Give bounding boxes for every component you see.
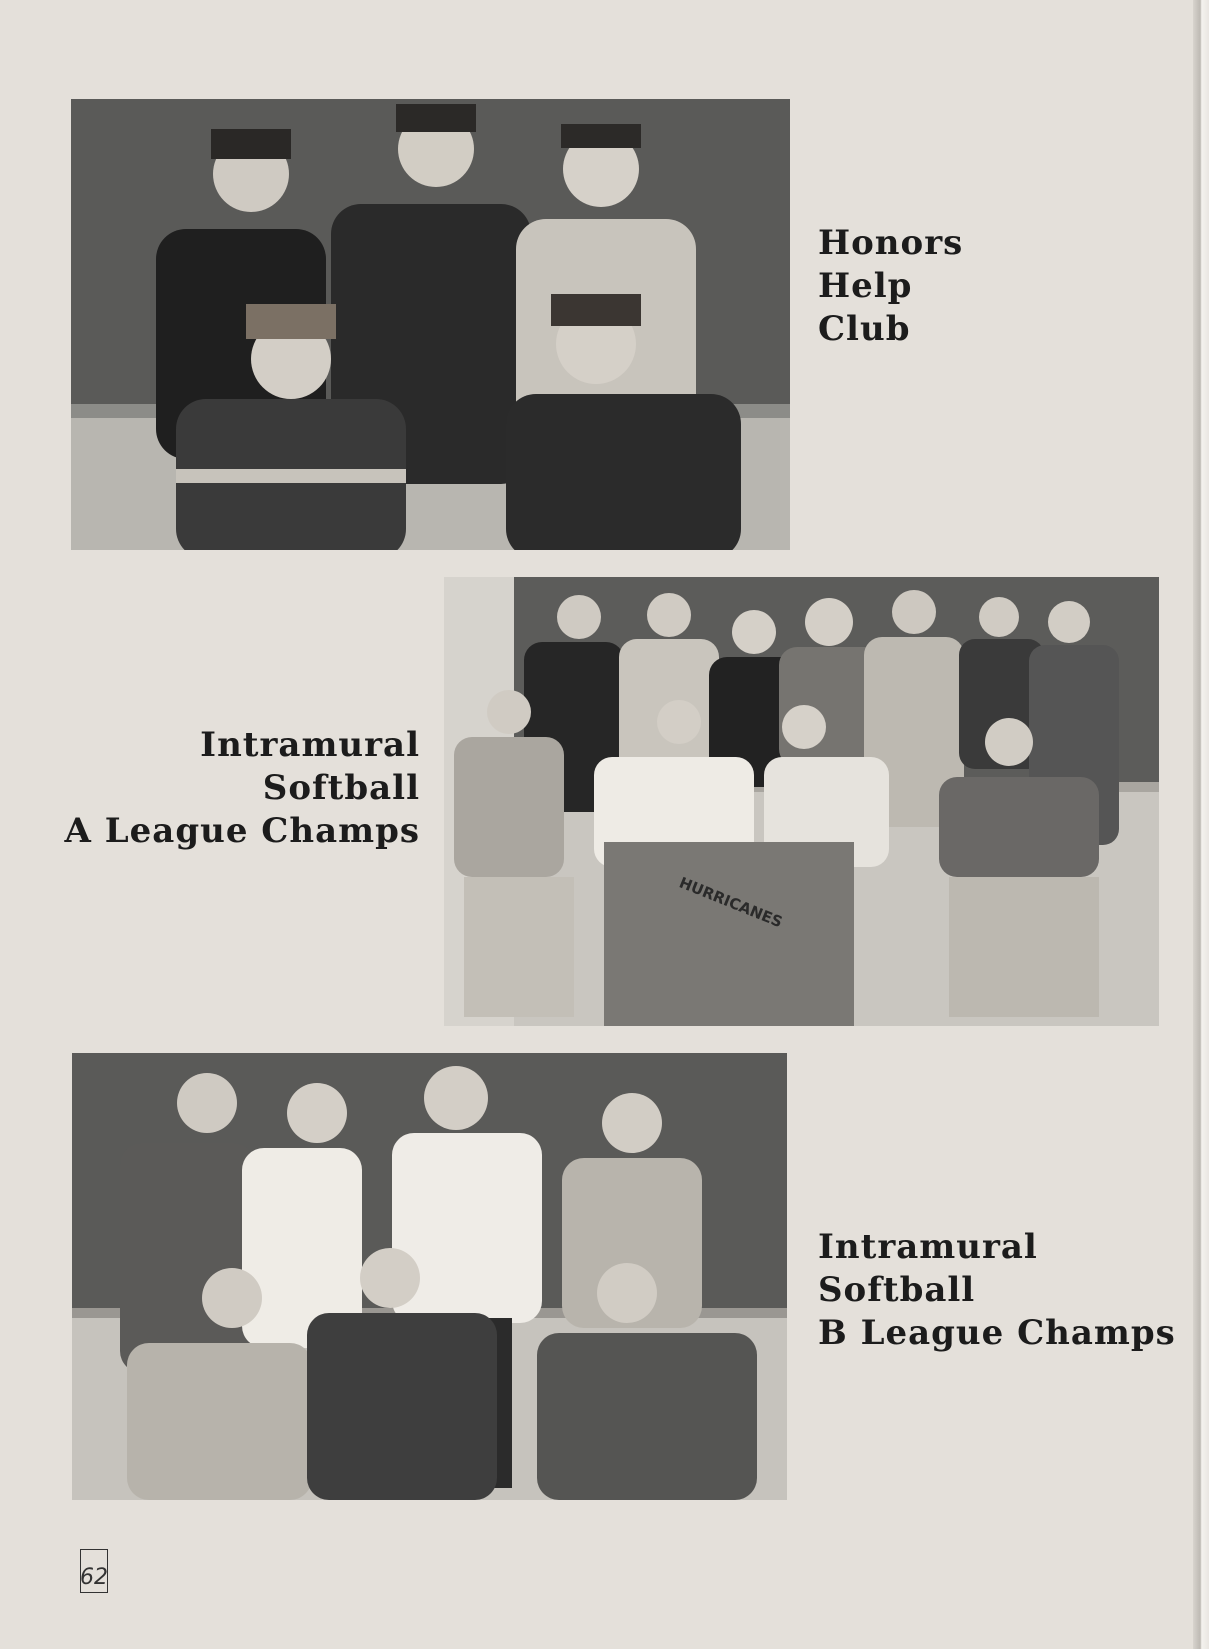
caption-line: Honors <box>818 223 964 263</box>
caption-line: Intramural <box>818 1227 1038 1267</box>
caption-line: Help <box>818 266 913 306</box>
softball-b-league-caption <box>818 1226 1176 1355</box>
caption-line: A League Champs <box>64 811 420 851</box>
softball-a-league-photo <box>444 577 1159 1026</box>
caption-line: B League Champs <box>818 1313 1176 1353</box>
binding-edge <box>1193 0 1209 1649</box>
softball-a-league-photo-art <box>444 577 1159 1026</box>
softball-b-league-photo <box>72 1053 787 1500</box>
caption-line: Softball <box>262 768 420 808</box>
softball-b-league-photo-art <box>72 1053 787 1500</box>
honors-help-club-caption <box>818 222 963 351</box>
hurricanes-shirt-text: HURRICANES <box>676 873 786 932</box>
softball-a-league-caption <box>65 724 420 853</box>
caption-line: Softball <box>818 1270 976 1310</box>
caption-line: Intramural <box>200 725 420 765</box>
honors-help-club-photo-art <box>71 99 790 550</box>
caption-line: Club <box>818 309 911 349</box>
page-number: 62 <box>80 1549 108 1593</box>
honors-help-club-photo <box>71 99 790 550</box>
